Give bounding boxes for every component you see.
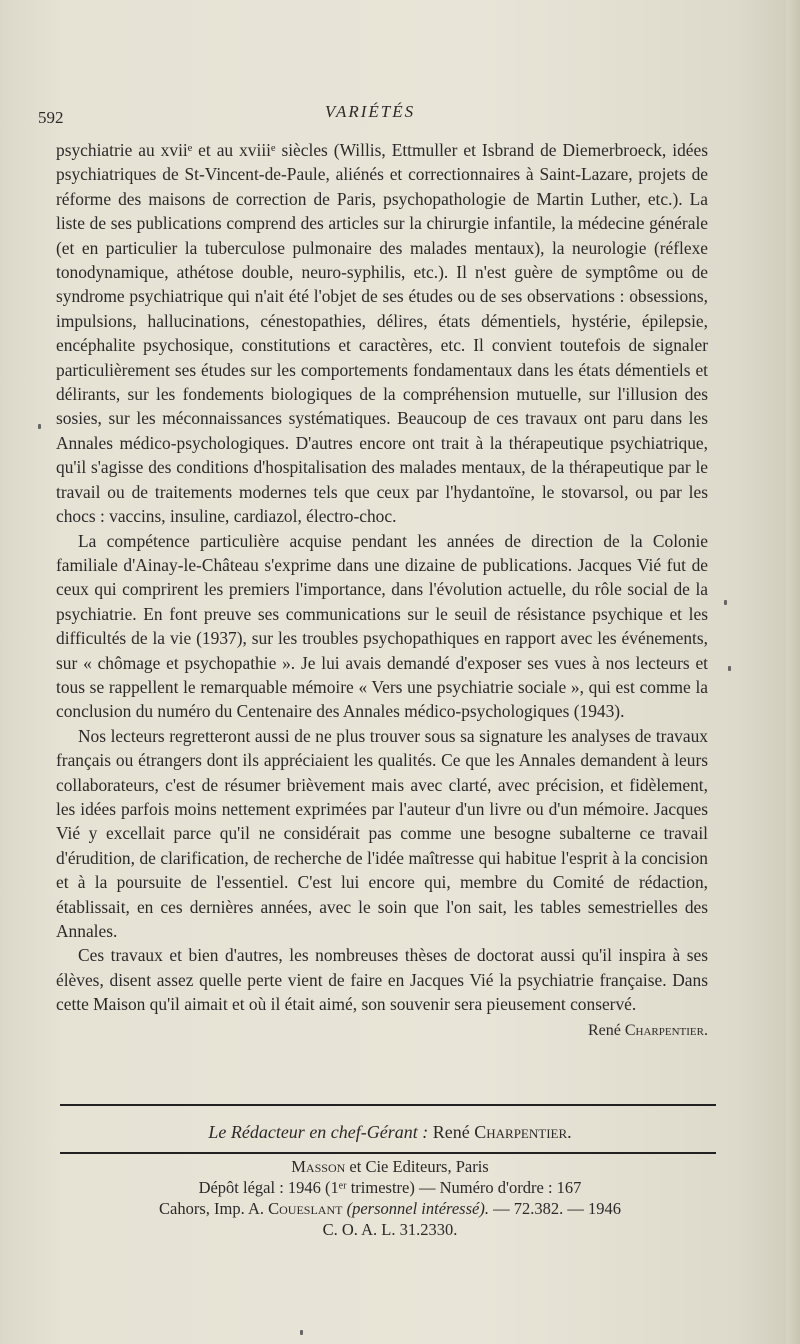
publisher-rest: et Cie Editeurs, Paris xyxy=(349,1157,489,1176)
printer-suffix: — 72.382. — 1946 xyxy=(493,1199,621,1218)
article-body xyxy=(56,138,708,1043)
page-header xyxy=(0,102,800,132)
print-speck xyxy=(300,1330,303,1335)
editor-last-name: Charpentier. xyxy=(474,1122,572,1142)
paragraph-1: psychiatrie au xviiᵉ et au xviiiᵉ siècles (Willis, Ettmuller et Isbrand de Diemerbroeck, idées psychiatriques de St-Vincent-de-Paule, aliénés et correctionnaires à Saint-Lazare, projets de réforme des maisons de correction de Paris, psychopathologie de Martin Luther, etc.). La liste de ses publications comprend des articles sur la chirurgie infantile, la médecine générale (et en particulier la tuberculose pulmonaire des malades mentaux), la neurologie (réflexe tonodynamique, athétose double, neuro-syphilis, etc.). Il n'est guère de symptôme ou de syndrome psychiatrique qui n'ait été l'objet de ses études ou de ses observations : obsessions, impulsions, hallucinations, cénestopathies, délires, états démentiels, hystérie, épilepsie, encéphalite psychosique, constitutions et caractères, etc. Il convient toutefois de signaler particulièrement ses études sur les comportements fondamentaux dans les états démentiels et délirants, sur les fondements biologiques de la compréhension mutuelle, sur l'illusion des sosies, sur les méconnaissances systématiques. Beaucoup de ces travaux ont paru dans les Annales médico-psychologiques. D'autres encore ont trait à la thérapeutique psychiatrique, qu'il s'agisse des conditions d'hospitalisation des malades mentaux, de la thérapeutique par le travail ou de traitements modernes tels que ceux par l'hydantoïne, le stovarsol, ou par les chocs : vaccins, insuline, cardiazol, électro-choc. xyxy=(56,140,708,527)
imprint-block xyxy=(60,1156,720,1240)
paragraph-2: La compétence particulière acquise pendant les années de direction de la Colonie familiale d'Ainay-le-Château s'exprime dans une dizaine de publications. Jacques Vié fut de ceux qui comprirent les premiers l'importance, dans l'évolution actuelle, du rôle social de la psychiatrie. En font preuve ses communications sur le seuil de résistance psychique et les difficultés de la vie (1937), sur les troubles psychopathiques en rapport avec les événements, sur « chômage et psychopathie ». Je lui avais demandé d'exposer ses vues à nos lecteurs et tous se rappellent le remarquable mémoire « Vers une psychiatrie sociale », qui est comme la conclusion du numéro du Centenaire des Annales médico-psychologiques (1943). xyxy=(56,530,708,722)
print-speck xyxy=(728,666,731,671)
publisher-line xyxy=(60,1156,720,1177)
bottom-rule xyxy=(60,1152,716,1154)
author-signature xyxy=(56,1019,708,1043)
running-title: VARIÉTÉS xyxy=(324,102,416,121)
editor-first-name: René xyxy=(432,1122,470,1142)
signature-last-name: Charpentier. xyxy=(624,1021,708,1039)
printer-paren: (personnel intéressé). xyxy=(346,1199,489,1218)
page-number: 592 xyxy=(38,108,64,127)
signature-first-name: René xyxy=(588,1021,621,1039)
imprint-code: C. O. A. L. 31.2330. xyxy=(322,1220,458,1239)
printer-line xyxy=(60,1198,720,1219)
paragraph-3: Nos lecteurs regretteront aussi de ne plus trouver sous sa signature les analyses de travaux français ou étrangers dont ils appréciaient les qualités. Ce que les Annales demandent à leurs collaborateurs, c'est de résumer brièvement mais avec clarté, avec précision, et fidèlement, les idées parfois moins nettement exprimées par l'auteur d'un livre ou d'un mémoire. Jacques Vié y excellait parce qu'il ne considérait pas comme une besogne subalterne ce travail d'érudition, de clarification, de recherche de l'idée maîtresse qui habitue l'esprit à la concision et à la poursuite de l'essentiel. C'est lui encore qui, membre du Comité de rédaction, établissait, en ces dernières années, avec le soin que l'on sait, les tables semestrielles des Annales. xyxy=(56,725,708,941)
printer-name: Coueslant xyxy=(268,1199,343,1218)
print-speck xyxy=(38,424,41,429)
page-edge-shadow xyxy=(786,0,800,1344)
paragraph-4: Ces travaux et bien d'autres, les nombreuses thèses de doctorat aussi qu'il inspira à ses élèves, disent assez quelle perte vient de faire en Jacques Vié la psychiatrie française. Dans cette Maison qu'il aimait et où il était aimé, son souvenir sera pieusement conservé. xyxy=(56,945,708,1015)
top-rule xyxy=(60,1104,716,1106)
editor-role: Le Rédacteur en chef-Gérant : xyxy=(208,1122,429,1142)
print-speck xyxy=(724,600,727,605)
publisher-name: Masson xyxy=(291,1157,346,1176)
legal-deposit-line: Dépôt légal : 1946 (1ᵉʳ trimestre) — Numéro d'ordre : 167 xyxy=(198,1178,582,1197)
editor-line xyxy=(60,1122,720,1143)
printer-prefix: Cahors, Imp. A. xyxy=(159,1199,264,1218)
